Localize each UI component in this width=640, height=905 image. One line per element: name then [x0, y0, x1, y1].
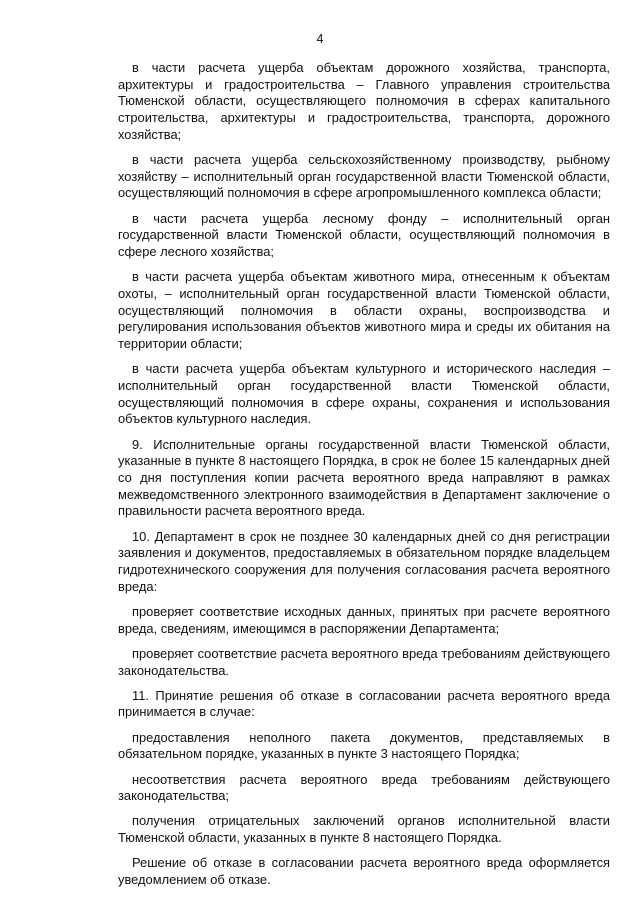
paragraph-check-source-data: проверяет соответствие исходных данных, принятых при расчете вероятного вреда, сведениям, имеющимся в распоряжении Департамента;	[118, 603, 610, 636]
paragraph-item-10: 10. Департамент в срок не позднее 30 календарных дней со дня регистрации заявления и документов, предоставляемых в обязательном порядке владельцем гидротехнического сооружения для получения согласования расчета вероятного вреда:	[118, 528, 610, 594]
paragraph-heritage-damage: в части расчета ущерба объектам культурного и исторического наследия – исполнительный орган государственной власти Тюменской области, осуществляющий полномочия в сфере охраны, сохранения и использования объектов культурного наследия.	[118, 361, 610, 427]
paragraph-incomplete-documents: предоставления неполного пакета документов, представляемых в обязательном порядке, указанных в пункте 3 настоящего Порядка;	[118, 729, 610, 762]
paragraph-noncompliance: несоответствия расчета вероятного вреда требованиям действующего законодательства;	[118, 771, 610, 804]
paragraph-negative-conclusions: получения отрицательных заключений органов исполнительной власти Тюменской области, указанных в пункте 8 настоящего Порядка.	[118, 813, 610, 846]
paragraph-agriculture-damage: в части расчета ущерба сельскохозяйственному производству, рыбному хозяйству – исполнительный орган государственной власти Тюменской области, осуществляющий полномочия в сфере агропромышленного комплекса области;	[118, 152, 610, 201]
paragraph-item-11: 11. Принятие решения об отказе в согласовании расчета вероятного вреда принимается в случае:	[118, 687, 610, 720]
paragraph-refusal-notice: Решение об отказе в согласовании расчета вероятного вреда оформляется уведомлением об отказе.	[118, 855, 610, 888]
paragraph-forest-damage: в части расчета ущерба лесному фонду – исполнительный орган государственной власти Тюменской области, осуществляющий полномочия в сфере лесного хозяйства;	[118, 210, 610, 260]
page-number: 4	[316, 32, 324, 46]
paragraph-wildlife-damage: в части расчета ущерба объектам животного мира, отнесенным к объектам охоты, – исполнительный орган государственной власти Тюменской области, осуществляющий полномочия в области охраны, воспроизводства и регулирования использования объектов животного мира и среды их обитания на территории области;	[118, 269, 610, 352]
paragraph-item-9: 9. Исполнительные органы государственной власти Тюменской области, указанные в пункте 8 настоящего Порядка, в срок не более 15 календарных дней со дня поступления копии расчета вероятного вреда направляют в рамках межведомственного электронного взаимодействия в Департамент заключение о правильности расчета вероятного вреда.	[118, 436, 610, 519]
paragraph-road-damage: в части расчета ущерба объектам дорожного хозяйства, транспорта, архитектуры и градостроительства – Главного управления строительства Тюменской области, осуществляющего полномочия в сферах капитального строительства, архитектуры и градостроительства, транспорта, дорожного хозяйства;	[118, 60, 610, 142]
document-body	[118, 60, 610, 897]
paragraph-check-legislation: проверяет соответствие расчета вероятного вреда требованиям действующего законодательства.	[118, 645, 610, 678]
